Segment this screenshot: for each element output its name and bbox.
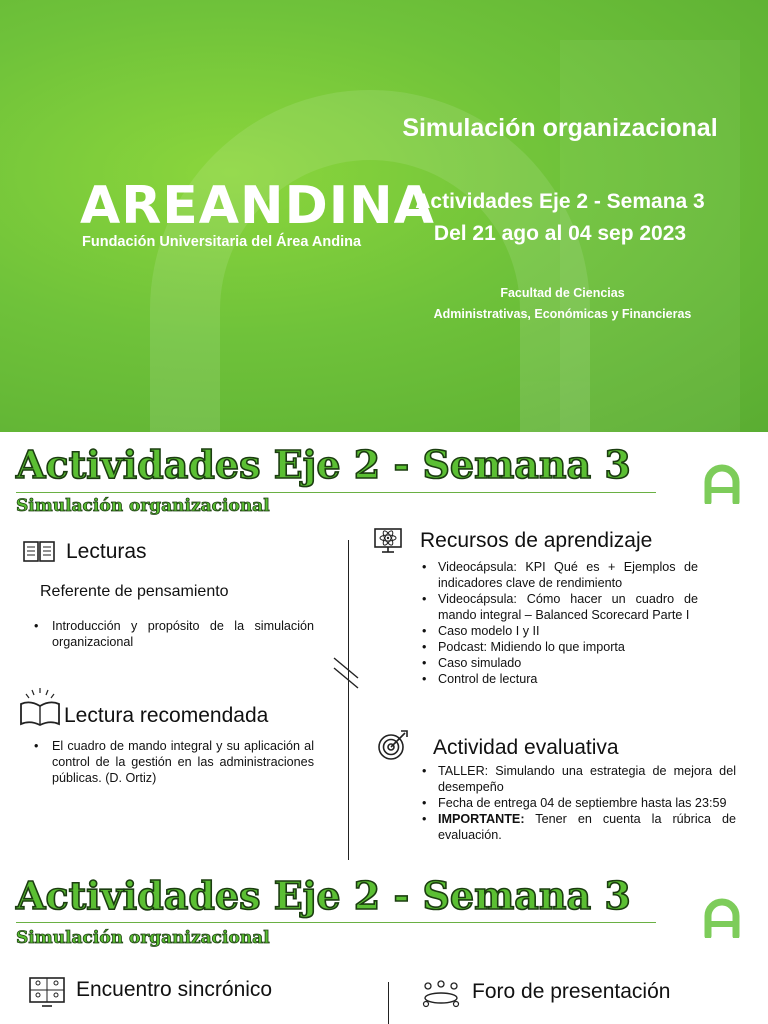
slide2-title: Actividades Eje 2 - Semana 3 — [16, 442, 631, 487]
screen-atom-icon — [373, 527, 403, 555]
slide2-subtitle: Simulación organizacional — [16, 496, 270, 516]
list-item: • Videocápsula: KPI Qué es + Ejemplos de indicadores clave de rendimiento — [420, 559, 698, 591]
important-label: IMPORTANTE: — [438, 812, 525, 826]
lectura-recomendada-heading: Lectura recomendada — [64, 704, 269, 727]
faculty-name — [370, 283, 755, 325]
areandina-a-icon — [702, 460, 742, 504]
recursos-heading: Recursos de aprendizaje — [420, 529, 653, 552]
book-icon — [22, 539, 56, 565]
slide3-title: Actividades Eje 2 - Semana 3 — [16, 873, 631, 918]
logo-subtitle: Fundación Universitaria del Área Andina — [82, 234, 362, 250]
title-divider — [16, 492, 656, 493]
target-icon — [376, 728, 410, 762]
list-item: • Control de lectura — [420, 671, 698, 687]
lecturas-subheading: Referente de pensamiento — [40, 583, 229, 600]
lecturas-list — [30, 618, 314, 650]
actividad-heading: Actividad evaluativa — [433, 736, 619, 759]
date-range: Del 21 ago al 04 sep 2023 — [433, 222, 687, 245]
video-meeting-icon — [28, 976, 66, 1008]
list-item: • Introducción y propósito de la simulación organizacional — [30, 618, 314, 650]
faculty-line-1: Facultad de Ciencias — [500, 286, 625, 300]
title-divider — [16, 922, 656, 923]
divider-break-mark — [330, 652, 362, 694]
list-item: • Podcast: Midiendo lo que importa — [420, 639, 698, 655]
activity-line: Actividades Eje 2 - Semana 3 — [415, 190, 705, 213]
course-title: Simulación organizacional — [402, 114, 718, 142]
cover-slide — [0, 0, 768, 432]
group-icon — [420, 978, 462, 1008]
important-text: Tener en cuenta la rúbrica de evaluación. — [438, 812, 736, 842]
lectura-recomendada-list — [30, 738, 314, 786]
open-book-icon — [18, 686, 62, 728]
encuentro-heading: Encuentro sincrónico — [76, 978, 273, 1001]
foro-heading: Foro de presentación — [472, 980, 671, 1003]
faculty-line-2: Administrativas, Económicas y Financieras — [433, 307, 692, 321]
activity-period — [370, 186, 750, 250]
areandina-a-icon — [702, 894, 742, 938]
list-item: • Fecha de entrega 04 de septiembre hasta las 23:59 — [420, 795, 736, 811]
list-item: • El cuadro de mando integral y su aplicación al control de la gestión en las administraciones públicas. (D. Ortiz) — [30, 738, 314, 786]
logo-wordmark: AREANDINA — [80, 176, 435, 236]
recursos-list — [420, 559, 698, 687]
actividad-list — [420, 763, 736, 843]
list-item-important — [420, 811, 736, 843]
column-divider — [388, 982, 389, 1024]
list-item: • Videocápsula: Cómo hacer un cuadro de mando integral – Balanced Scorecard Parte I — [420, 591, 698, 623]
slide3-subtitle: Simulación organizacional — [16, 928, 270, 948]
list-item: • Caso modelo I y II — [420, 623, 698, 639]
list-item: • TALLER: Simulando una estrategia de mejora del desempeño — [420, 763, 736, 795]
lecturas-heading: Lecturas — [66, 540, 147, 563]
list-item: • Caso simulado — [420, 655, 698, 671]
column-divider — [348, 540, 349, 860]
